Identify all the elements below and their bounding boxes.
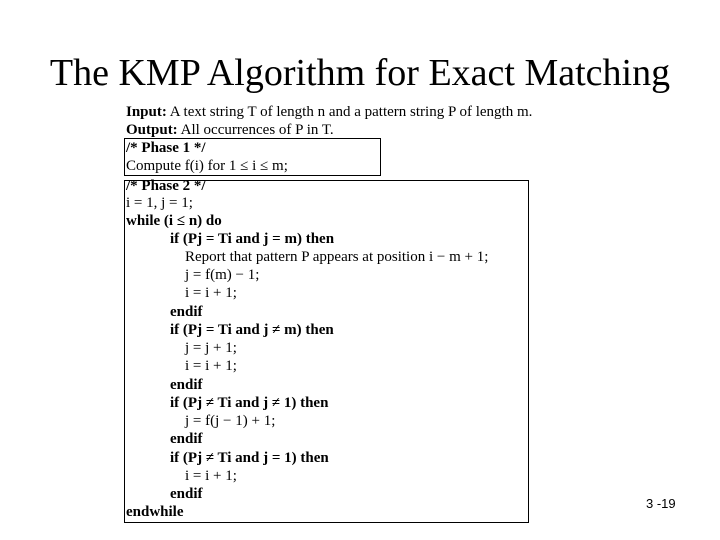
assign-line-4: i = i + 1; [185,358,237,374]
output-line [126,122,334,139]
compute-line: Compute f(i) for 1 ≤ i ≤ m; [126,158,288,174]
endif-line-4: endif [170,486,203,502]
if-line-2: if (Pj = Ti and j ≠ m) then [170,322,334,338]
phase1-comment: /* Phase 1 */ [126,140,206,156]
slide-number: 3 -19 [646,496,676,511]
endif-line-2: endif [170,377,203,393]
endif-line-3: endif [170,431,203,447]
while-line: while (i ≤ n) do [126,213,222,229]
input-line [126,104,532,121]
slide-title: The KMP Algorithm for Exact Matching [49,52,671,94]
assign-line-6: i = i + 1; [185,468,237,484]
output-keyword: Output: [126,122,178,138]
output-description: All occurrences of P in T. [180,122,334,138]
phase2-comment: /* Phase 2 */ [126,178,206,194]
if-line-3: if (Pj ≠ Ti and j ≠ 1) then [170,395,329,411]
if-line-4: if (Pj ≠ Ti and j = 1) then [170,450,329,466]
input-description: A text string T of length n and a pattern string P of length m. [169,104,533,120]
endwhile-line: endwhile [126,504,184,520]
report-line: Report that pattern P appears at position i − m + 1; [185,249,489,265]
if-line-1: if (Pj = Ti and j = m) then [170,231,335,247]
assign-line-3: j = j + 1; [185,340,237,356]
input-keyword: Input: [126,104,167,120]
assign-line-5: j = f(j − 1) + 1; [185,413,276,429]
init-line: i = 1, j = 1; [126,195,193,211]
assign-line-1: j = f(m) − 1; [185,267,260,283]
assign-line-2: i = i + 1; [185,285,237,301]
endif-line-1: endif [170,304,203,320]
